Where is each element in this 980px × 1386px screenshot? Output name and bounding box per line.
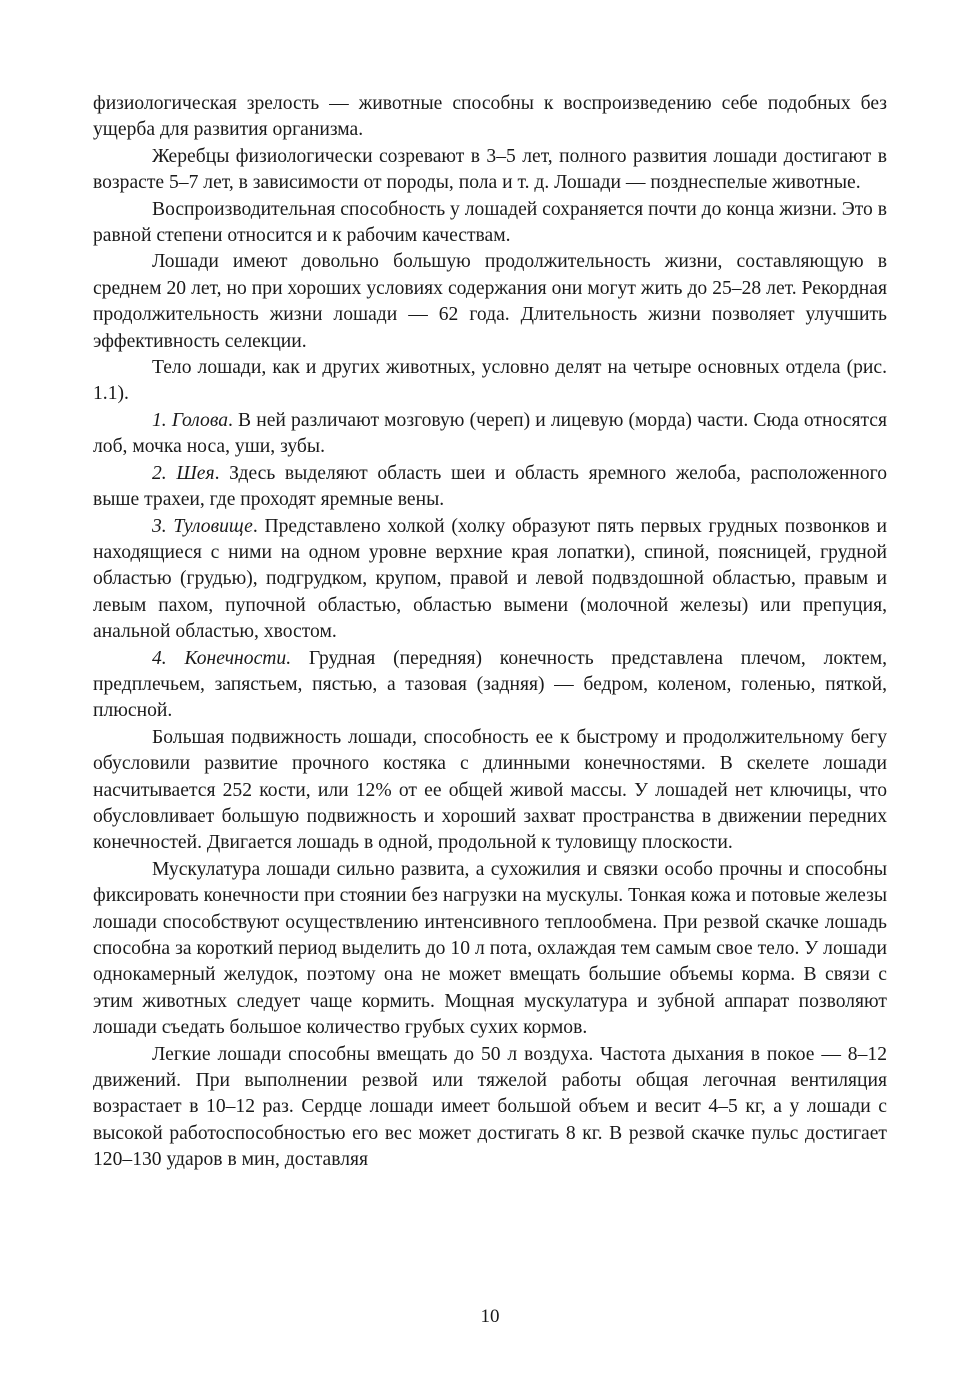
- paragraph-text: физиологическая зрелость — животные способны к воспроизведению себе подобных без ущерба для развития организма.: [93, 93, 887, 141]
- paragraph-head: [93, 408, 887, 461]
- paragraph-torso: [93, 514, 887, 646]
- paragraph-lead: 1. Голова: [152, 409, 229, 431]
- paragraph-lead: 3. Туловище: [152, 515, 253, 537]
- paragraph-body-sections: [93, 355, 887, 408]
- paragraph-text: Мускулатура лошади сильно развита, а сухожилия и связки особо прочны и способны фиксировать конечности при стоянии без нагрузки на мускулы. Тонкая кожа и потовые железы лошади способствуют осуществлению интенсивного теплообмена. При резвой скачке лошадь способна за короткий период выделить до 10 л пота, охлаждая тем самым свое тело. У лошади однокамерный желудок, поэтому она не может вмещать большие объемы корма. В связи с этим животных следует чаще кормить. Мощная мускулатура и зубной аппарат позволяют лошади съедать большое количество грубых сухих кормов.: [93, 858, 887, 1039]
- paragraph-lead: 2. Шея: [152, 462, 215, 484]
- paragraph-text: Грудная (передняя) конечность представлена плечом, локтем, предплечьем, запястьем, пястью, а тазовая (задняя) — бедром, коленом, голенью, пяткой, плюсной.: [93, 647, 887, 722]
- paragraph-limbs: [93, 646, 887, 725]
- paragraph-text: Легкие лошади способны вмещать до 50 л воздуха. Частота дыхания в покое — 8–12 движений. При выполнении резвой или тяжелой работы общая легочная вентиляция возрастает в 10–12 раз. Сердце лошади имеет большой объем и весит 4–5 кг, а у лошади с высокой работоспособностью его вес может достигать 8 кг. В резвой скачке пульс достигает 120–130 ударов в мин, доставляя: [93, 1043, 887, 1171]
- paragraph-text: Лошади имеют довольно большую продолжительность жизни, составляющую в среднем 20 лет, но при хороших условиях содержания они могут жить до 25–28 лет. Рекордная продолжительность жизни лошади — 62 года. Длительность жизни позволяет улучшить эффективность селекции.: [93, 251, 887, 352]
- paragraph-lungs: [93, 1042, 887, 1174]
- paragraph-maturity: [93, 91, 887, 144]
- paragraph-muscles: [93, 857, 887, 1042]
- paragraph-lifespan: [93, 249, 887, 355]
- paragraph-neck: [93, 461, 887, 514]
- paragraph-text: . В ней различают мозговую (череп) и лицевую (морда) части. Сюда относятся лоб, мочка носа, уши, зубы.: [93, 409, 887, 458]
- paragraph-text: Тело лошади, как и других животных, условно делят на четыре основных отдела (рис. 1.1).: [93, 357, 887, 405]
- page-body: [93, 91, 887, 1174]
- paragraph-text: Большая подвижность лошади, способность ее к быстрому и продолжительному бегу обусловили развитие прочного костяка с длинными конечностями. В скелете лошади насчитывается 252 кости, или 12% от ее общей живой массы. У лошадей нет ключицы, что обусловливает большую подвижность и хороший захват пространства в движении передних конечностей. Двигается лошадь в одной, продольной к туловищу плоскости.: [93, 726, 887, 854]
- paragraph-stallions: [93, 144, 887, 197]
- paragraph-text: . Здесь выделяют область шеи и область яремного желоба, расположенного выше трахеи, где проходят яремные вены.: [93, 462, 887, 511]
- paragraph-text: Воспроизводительная способность у лошадей сохраняется почти до конца жизни. Это в равной степени относится и к рабочим качествам.: [93, 198, 887, 247]
- paragraph-text: . Представлено холкой (холку образуют пять первых грудных позвонков и находящиеся с ними на одном уровне верхние края лопатки), спиной, поясницей, грудной областью (грудью), подгрудком, крупом, правой и левой подвздошной областью, правым и левым пахом, пупочной областью, областью вымени (молочной железы) или препуция, анальной областью, хвостом.: [93, 515, 887, 643]
- paragraph-lead: 4. Конечности.: [152, 647, 292, 669]
- page-number: 10: [480, 1306, 500, 1327]
- paragraph-reproduction: [93, 197, 887, 250]
- paragraph-skeleton: [93, 725, 887, 857]
- paragraph-text: Жеребцы физиологически созревают в 3–5 лет, полного развития лошади достигают в возрасте 5–7 лет, в зависимости от породы, пола и т. д. Лошади — позднеспелые животные.: [93, 145, 887, 194]
